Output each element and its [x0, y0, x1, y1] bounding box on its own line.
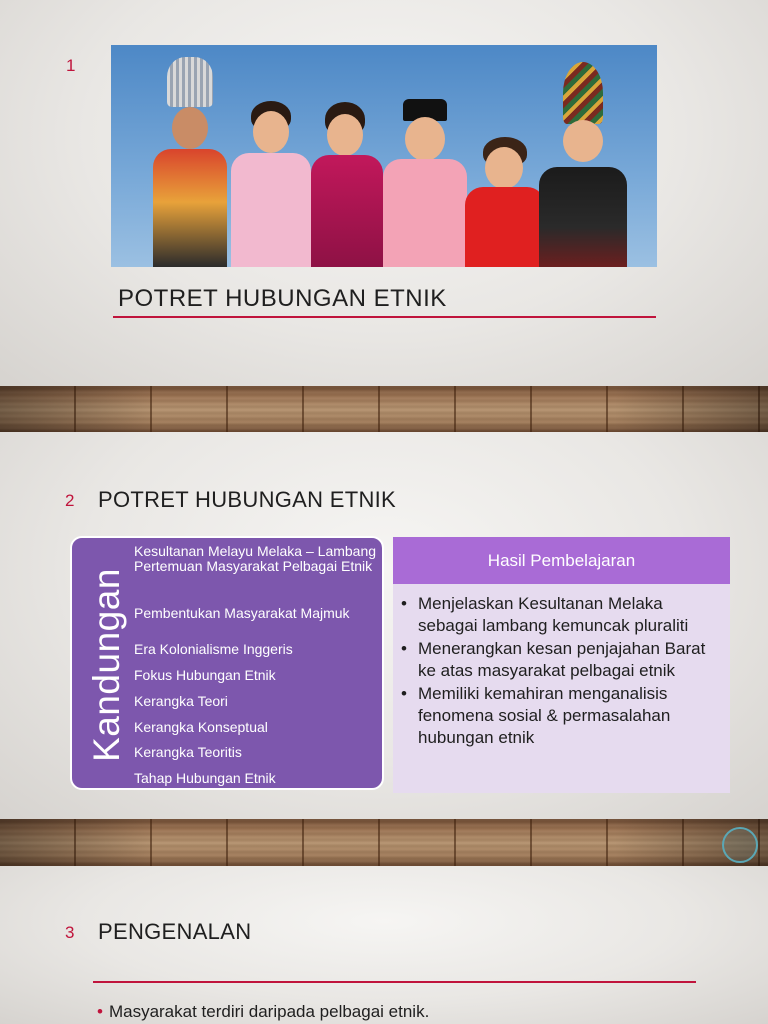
slide-number: 3 — [65, 923, 75, 942]
slide-nav-circle-icon[interactable] — [722, 827, 758, 863]
hasil-item: • Menerangkan kesan penjajahan Barat ke atas masyarakat pelbagai etnik — [401, 638, 721, 682]
slide-3[interactable] — [0, 866, 768, 1024]
kandungan-item: Era Kolonialisme Inggeris — [134, 641, 293, 657]
kandungan-item: Kerangka Teoritis — [134, 744, 242, 760]
slide-title: PENGENALAN — [98, 919, 252, 944]
kandungan-item: Tahap Hubungan Etnik — [134, 770, 276, 786]
hasil-pembelajaran-list — [401, 593, 721, 750]
slide-title: POTRET HUBUNGAN ETNIK — [118, 285, 447, 312]
wood-floor-divider — [0, 819, 768, 866]
kandungan-item: Kesultanan Melayu Melaka – Lambang Pertemuan Masyarakat Pelbagai Etnik — [134, 543, 377, 574]
kandungan-item: Kerangka Teori — [134, 693, 228, 709]
child-figure — [535, 62, 631, 267]
bullet-item — [97, 1002, 429, 1022]
hasil-pembelajaran-header: Hasil Pembelajaran — [393, 537, 730, 584]
hasil-pembelajaran-body — [393, 584, 730, 793]
hasil-item: • Menjelaskan Kesultanan Melaka sebagai lambang kemuncak pluraliti — [401, 593, 721, 637]
kandungan-box — [70, 536, 384, 790]
title-underline — [113, 316, 656, 318]
child-figure — [307, 102, 387, 267]
child-figure — [379, 99, 469, 267]
children-traditional-costume-photo — [111, 45, 657, 267]
kandungan-label: Kandungan — [86, 568, 127, 762]
bullet-text: Masyarakat terdiri daripada pelbagai etnik. — [108, 1002, 430, 1021]
slide-1[interactable] — [0, 0, 768, 386]
bullet-icon: • — [97, 1002, 103, 1021]
slide-title: POTRET HUBUNGAN ETNIK — [98, 487, 397, 512]
slide-number: 1 — [66, 56, 76, 75]
hasil-item: • Memiliki kemahiran menganalisis fenomena sosial & permasalahan hubungan etnik — [401, 683, 721, 749]
slide-2[interactable] — [0, 432, 768, 819]
title-underline — [93, 981, 696, 983]
kandungan-item: Fokus Hubungan Etnik — [134, 667, 276, 683]
slide-number: 2 — [65, 491, 75, 510]
child-figure — [463, 137, 545, 267]
kandungan-item: Pembentukan Masyarakat Majmuk — [134, 605, 350, 621]
child-figure — [227, 97, 313, 267]
child-figure — [147, 57, 233, 267]
wood-floor-divider — [0, 386, 768, 432]
kandungan-item: Kerangka Konseptual — [134, 719, 268, 735]
